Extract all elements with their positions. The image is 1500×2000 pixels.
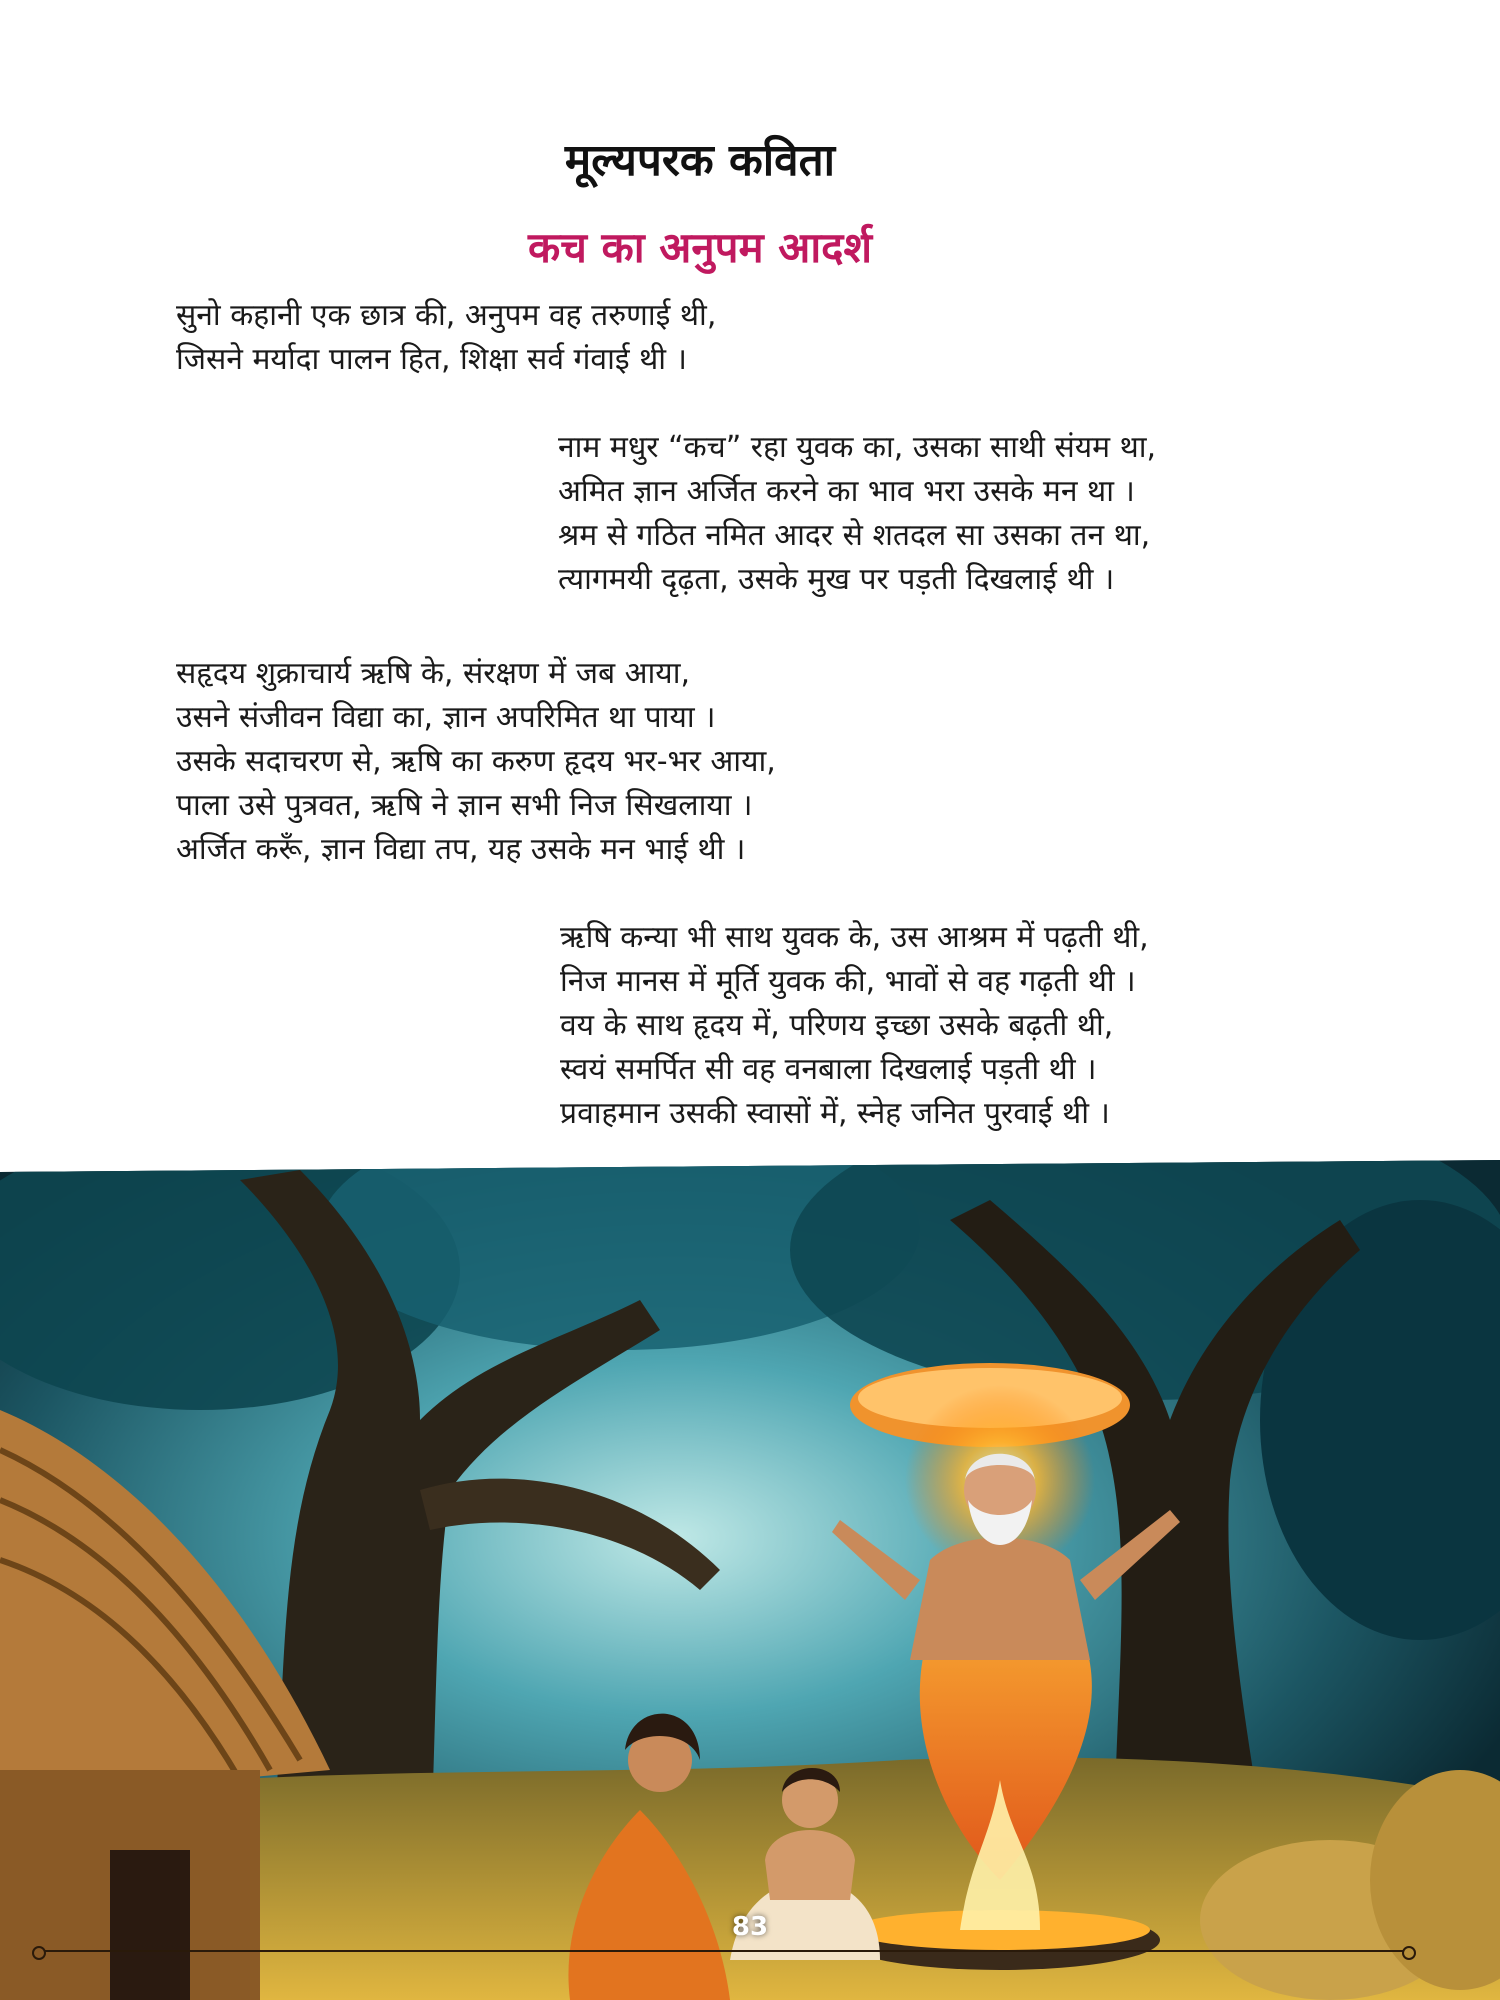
poem-line: उसके सदाचरण से, ऋषि का करुण हृदय भर-भर आया, bbox=[176, 744, 776, 779]
poem-line: वय के साथ हृदय में, परिणय इच्छा उसके बढ़ती थी, bbox=[560, 1008, 1114, 1043]
poem-line: स्वयं समर्पित सी वह वनबाला दिखलाई पड़ती थी । bbox=[560, 1052, 1097, 1087]
stanza-3 bbox=[176, 652, 776, 872]
poem-line: नाम मधुर “कच” रहा युवक का, उसका साथी संयम था, bbox=[558, 430, 1157, 465]
poem-line: प्रवाहमान उसकी स्वासों में, स्नेह जनित पुरवाई थी । bbox=[560, 1096, 1110, 1131]
footer-rule bbox=[44, 1950, 1404, 1952]
poem-line: अर्जित करूँ, ज्ञान विद्या तप, यह उसके मन भाई थी । bbox=[176, 832, 746, 867]
poem-line: सहृदय शुक्राचार्य ऋषि के, संरक्षण में जब आया, bbox=[176, 656, 691, 691]
forest-ashram-illustration bbox=[0, 1160, 1500, 2000]
poem-line: ऋषि कन्या भी साथ युवक के, उस आश्रम में पढ़ती थी, bbox=[560, 920, 1149, 955]
poem-line: श्रम से गठित नमित आदर से शतदल सा उसका तन था, bbox=[558, 518, 1151, 553]
page-number: 83 bbox=[731, 1912, 769, 1942]
poem-line: अमित ज्ञान अर्जित करने का भाव भरा उसके मन था । bbox=[558, 474, 1135, 509]
poem-line: पाला उसे पुत्रवत, ऋषि ने ज्ञान सभी निज सिखलाया । bbox=[176, 788, 753, 823]
stanza-4 bbox=[560, 916, 1149, 1136]
poem-line: उसने संजीवन विद्या का, ज्ञान अपरिमित था पाया । bbox=[176, 700, 716, 735]
stanza-1 bbox=[176, 294, 716, 382]
poem-title: कच का अनुपम आदर्श bbox=[527, 223, 873, 272]
page-heading: मूल्यपरक कविता bbox=[564, 135, 836, 186]
poem-line: जिसने मर्यादा पालन हित, शिक्षा सर्व गंवाई थी । bbox=[176, 342, 687, 377]
stanza-2 bbox=[558, 426, 1156, 602]
poem-line: त्यागमयी दृढ़ता, उसके मुख पर पड़ती दिखलाई थी । bbox=[558, 562, 1115, 597]
poem-line: सुनो कहानी एक छात्र की, अनुपम वह तरुणाई थी, bbox=[176, 298, 717, 333]
poem-line: निज मानस में मूर्ति युवक की, भावों से वह गढ़ती थी । bbox=[560, 964, 1136, 999]
